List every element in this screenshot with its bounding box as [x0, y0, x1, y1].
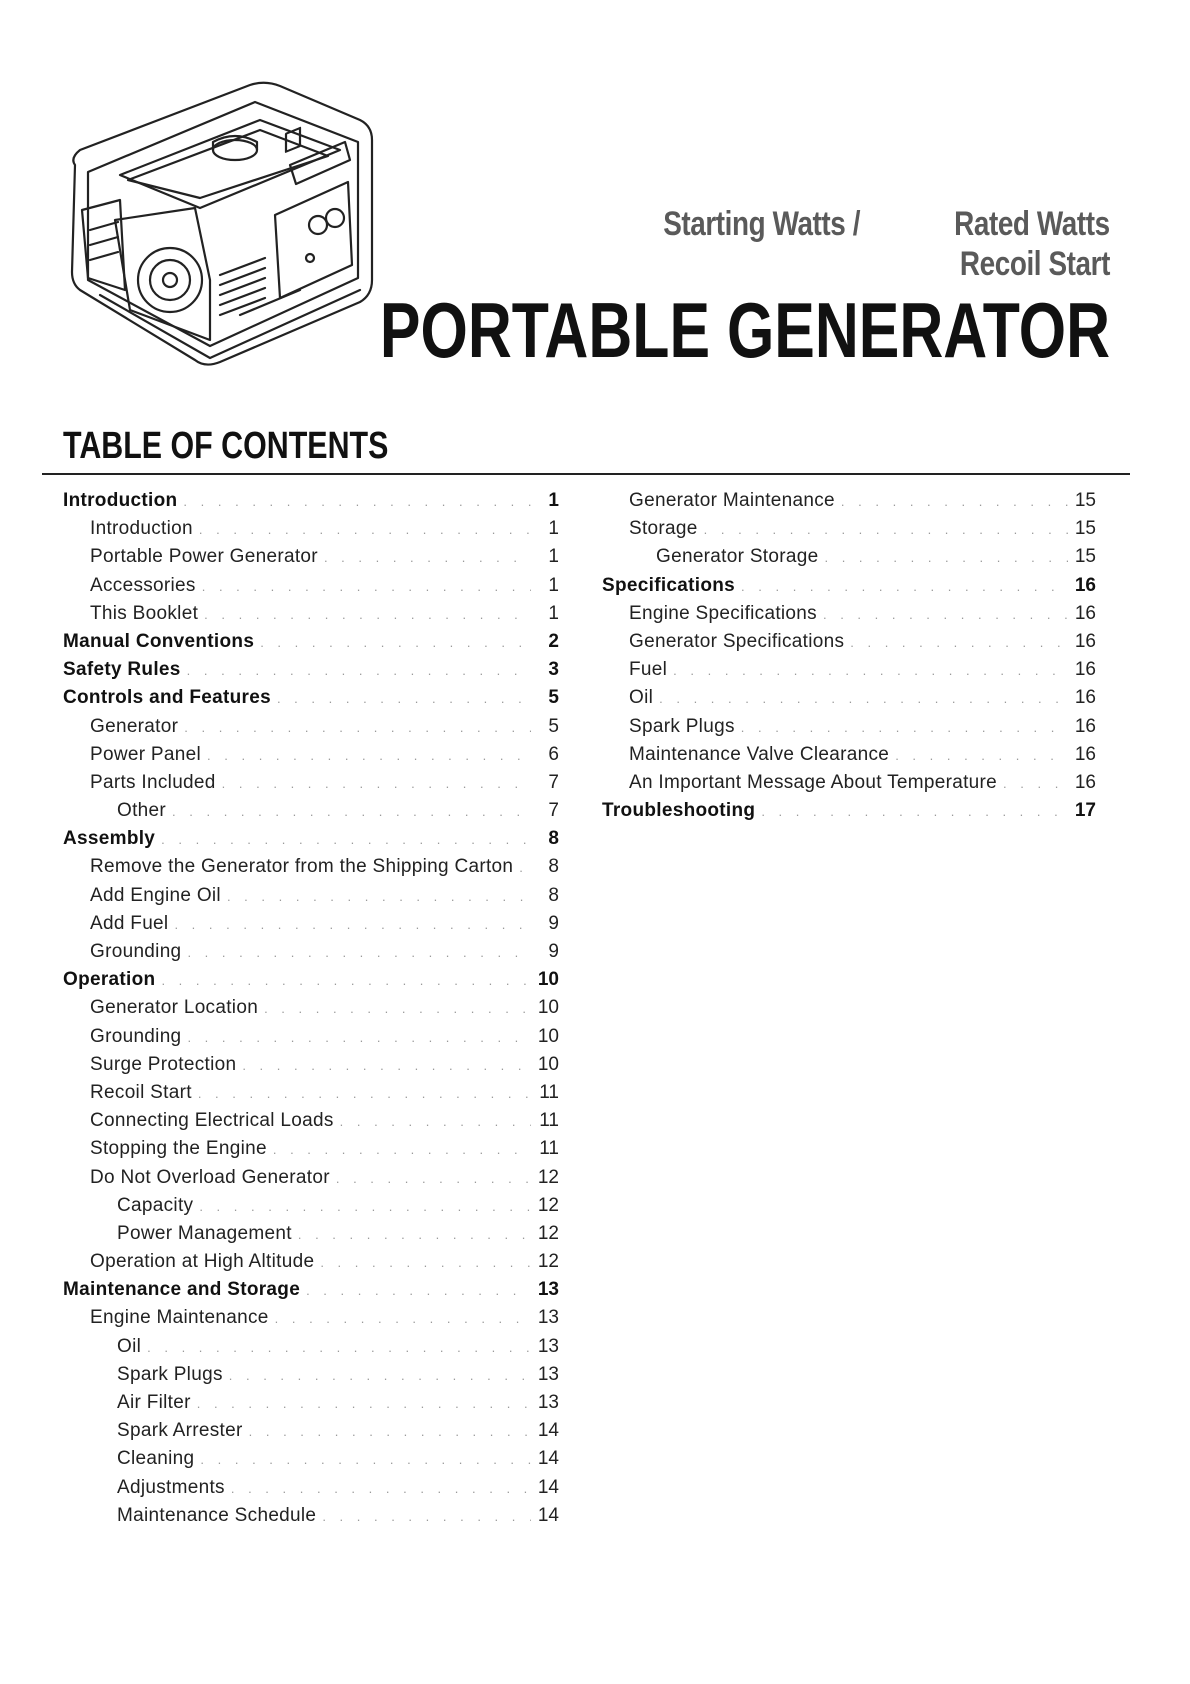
toc-entry-page: 6 [548, 743, 559, 765]
toc-entry-label: Storage [629, 518, 698, 540]
dot-leader [340, 1114, 531, 1129]
toc-column-right [602, 490, 1096, 828]
toc-entry-page: 1 [548, 574, 559, 596]
dot-leader [260, 635, 531, 650]
toc-entry-label: Oil [117, 1335, 142, 1357]
dot-leader [741, 720, 1068, 735]
toc-entry[interactable] [63, 1167, 559, 1195]
toc-entry[interactable] [63, 716, 559, 744]
toc-entry-page: 10 [537, 997, 559, 1019]
toc-entry-label: Accessories [90, 574, 196, 596]
toc-entry-label: Add Fuel [90, 912, 169, 934]
toc-entry-page: 5 [548, 715, 559, 737]
subtitle-rated-watts: Rated Watts [954, 205, 1110, 243]
toc-entry-label: Remove the Generator from the Shipping Carton [90, 856, 514, 878]
dot-leader [275, 1311, 531, 1326]
toc-entry-label: Connecting Electrical Loads [90, 1110, 334, 1132]
toc-entry-label: Operation at High Altitude [90, 1251, 315, 1273]
dot-leader [187, 1030, 531, 1045]
toc-entry[interactable] [63, 1505, 559, 1533]
toc-entry-page: 13 [537, 1335, 559, 1357]
divider [42, 473, 1130, 475]
toc-entry-page: 11 [539, 1138, 559, 1160]
toc-entry-page: 13 [537, 1307, 559, 1329]
dot-leader [277, 691, 531, 706]
toc-entry-page: 8 [548, 828, 559, 850]
toc-entry-label: Recoil Start [90, 1081, 192, 1103]
dot-leader [187, 945, 531, 960]
toc-entry-page: 13 [537, 1392, 559, 1413]
toc-entry[interactable] [63, 1082, 559, 1110]
dot-leader [761, 804, 1068, 819]
dot-leader [227, 889, 531, 904]
toc-entry[interactable] [63, 1223, 559, 1251]
toc-entry[interactable] [63, 885, 559, 913]
dot-leader [249, 1424, 531, 1439]
dot-leader [199, 1199, 531, 1214]
toc-entry[interactable] [63, 969, 559, 997]
toc-entry[interactable] [63, 772, 559, 800]
toc-entry-label: Manual Conventions [63, 630, 255, 652]
dot-leader [306, 1283, 531, 1298]
toc-entry-label: Fuel [629, 659, 668, 681]
toc-entry-page: 7 [548, 800, 559, 822]
toc-entry[interactable] [602, 546, 1096, 574]
toc-entry-page: 11 [539, 1081, 559, 1103]
toc-entry-page: 15 [1074, 518, 1096, 540]
toc-entry-label: Surge Protection [90, 1053, 237, 1075]
dot-leader [147, 1340, 531, 1355]
toc-entry[interactable] [602, 603, 1096, 631]
toc-entry-label: Grounding [90, 941, 182, 962]
dot-leader [336, 1171, 531, 1186]
toc-entry[interactable] [63, 1420, 559, 1448]
dot-leader [824, 550, 1068, 565]
toc-entry-label: Operation [63, 969, 156, 991]
toc-entry-page: 9 [548, 941, 559, 962]
dot-leader [741, 579, 1068, 594]
toc-entry[interactable] [602, 575, 1096, 603]
toc-entry-page: 13 [537, 1363, 559, 1385]
toc-entry-label: Power Management [117, 1222, 292, 1244]
dot-leader [161, 832, 531, 847]
toc-entry-label: Assembly [63, 828, 156, 850]
toc-entry[interactable] [602, 687, 1096, 715]
toc-entry-label: Generator [90, 715, 179, 737]
toc-entry[interactable] [602, 631, 1096, 659]
toc-entry-page: 1 [548, 490, 559, 511]
toc-entry-label: This Booklet [90, 602, 199, 624]
dot-leader [200, 1452, 531, 1467]
toc-entry[interactable] [602, 659, 1096, 687]
toc-entry-page: 10 [537, 1025, 559, 1047]
toc-entry-label: Generator Maintenance [629, 490, 835, 511]
dot-leader [673, 663, 1068, 678]
toc-entry-label: Specifications [602, 574, 736, 596]
dot-leader [229, 1368, 531, 1383]
toc-entry-page: 1 [548, 518, 559, 540]
portable-generator-illustration [60, 80, 420, 400]
toc-entry-label: Oil [629, 687, 654, 709]
toc-entry[interactable] [63, 1026, 559, 1054]
toc-entry-page: 10 [537, 969, 559, 991]
toc-entry-label: Introduction [90, 518, 193, 540]
toc-entry[interactable] [63, 1477, 559, 1505]
dot-leader [850, 635, 1068, 650]
toc-entry[interactable] [602, 800, 1096, 828]
subtitle-recoil-start: Recoil Start [959, 245, 1110, 283]
toc-entry[interactable] [63, 603, 559, 631]
toc-entry[interactable] [602, 716, 1096, 744]
toc-entry-page: 16 [1074, 659, 1096, 681]
toc-entry-label: Maintenance and Storage [63, 1279, 301, 1301]
toc-entry-page: 14 [537, 1420, 559, 1442]
dot-leader [202, 579, 531, 594]
toc-entry-label: Generator Storage [656, 546, 819, 568]
dot-leader [320, 1255, 531, 1270]
toc-entry-page: 5 [548, 687, 559, 709]
toc-entry-page: 15 [1074, 490, 1096, 511]
toc-entry-label: Parts Included [90, 771, 216, 793]
dot-leader [197, 1396, 531, 1411]
page-title: PORTABLE GENERATOR [379, 286, 1110, 374]
subtitle-row [410, 205, 1110, 283]
toc-entry[interactable] [63, 1195, 559, 1223]
toc-entry[interactable] [63, 1336, 559, 1364]
toc-entry-label: Do Not Overload Generator [90, 1166, 330, 1188]
toc-entry-label: Engine Specifications [629, 602, 817, 624]
toc-entry[interactable] [602, 518, 1096, 546]
toc-entry[interactable] [63, 1364, 559, 1392]
toc-entry[interactable] [602, 772, 1096, 800]
dot-leader [161, 973, 531, 988]
toc-entry-label: Power Panel [90, 743, 202, 765]
subtitle-starting-watts: Starting Watts / [663, 205, 860, 243]
toc-entry-page: 12 [537, 1222, 559, 1244]
toc-entry-page: 16 [1074, 602, 1096, 624]
toc-entry-label: Troubleshooting [602, 800, 756, 822]
toc-entry-page: 17 [1074, 800, 1096, 822]
toc-entry-label: Air Filter [117, 1392, 191, 1413]
dot-leader [895, 748, 1068, 763]
toc-entry-page: 16 [1074, 630, 1096, 652]
toc-entry[interactable] [63, 1448, 559, 1476]
dot-leader [823, 607, 1068, 622]
dot-leader [322, 1509, 531, 1524]
toc-entry[interactable] [63, 518, 559, 546]
toc-entry[interactable] [63, 800, 559, 828]
toc-entry-label: Spark Plugs [629, 715, 735, 737]
toc-entry-page: 12 [537, 1194, 559, 1216]
toc-entry-label: Safety Rules [63, 659, 181, 681]
toc-entry-label: Portable Power Generator [90, 546, 318, 568]
toc-entry-page: 14 [537, 1504, 559, 1526]
toc-entry-page: 15 [1074, 546, 1096, 568]
toc-column-left [63, 490, 559, 1533]
toc-entry-label: Other [117, 800, 167, 822]
header [379, 205, 1110, 374]
toc-entry[interactable] [63, 575, 559, 603]
toc-entry-page: 2 [548, 630, 559, 652]
toc-entry[interactable] [63, 687, 559, 715]
toc-heading: TABLE OF CONTENTS [63, 425, 389, 467]
toc-entry-label: Spark Arrester [117, 1420, 243, 1442]
dot-leader [273, 1142, 531, 1157]
toc-entry-label: Generator Specifications [629, 630, 845, 652]
toc-entry-page: 13 [537, 1279, 559, 1301]
toc-entry-page: 9 [548, 912, 559, 934]
toc-entry-page: 16 [1074, 715, 1096, 737]
toc-entry[interactable] [63, 1251, 559, 1279]
toc-entry-label: Controls and Features [63, 687, 271, 709]
dot-leader [172, 804, 531, 819]
dot-leader [519, 860, 531, 875]
dot-leader [324, 550, 531, 565]
dot-leader [242, 1058, 531, 1073]
toc-entry-page: 11 [539, 1110, 559, 1132]
dot-leader [204, 607, 531, 622]
toc-entry-label: Grounding [90, 1025, 182, 1047]
toc-entry-page: 14 [537, 1476, 559, 1498]
toc-entry-label: Spark Plugs [117, 1363, 223, 1385]
dot-leader [231, 1481, 531, 1496]
toc-entry-page: 16 [1074, 687, 1096, 709]
toc-entry[interactable] [63, 631, 559, 659]
toc-entry[interactable] [63, 828, 559, 856]
dot-leader [264, 1001, 531, 1016]
dot-leader [841, 494, 1068, 509]
toc-entry-label: Adjustments [117, 1476, 225, 1498]
toc-entry[interactable] [63, 856, 559, 884]
toc-entry-page: 3 [548, 659, 559, 681]
toc-entry-label: Maintenance Schedule [117, 1504, 317, 1526]
dot-leader [174, 917, 531, 932]
toc-entry-page: 8 [548, 884, 559, 906]
toc-entry-label: Maintenance Valve Clearance [629, 743, 890, 765]
toc-entry-label: Generator Location [90, 997, 259, 1019]
dot-leader [659, 691, 1068, 706]
dot-leader [207, 748, 531, 763]
dot-leader [704, 522, 1068, 537]
toc-entry[interactable] [63, 1110, 559, 1138]
dot-leader [1003, 776, 1068, 791]
dot-leader [183, 494, 531, 509]
dot-leader [222, 776, 531, 791]
toc-entry[interactable] [63, 1307, 559, 1335]
toc-entry[interactable] [63, 941, 559, 969]
toc-entry[interactable] [602, 744, 1096, 772]
dot-leader [298, 1227, 531, 1242]
toc-entry-page: 12 [537, 1166, 559, 1188]
toc-entry[interactable] [63, 1279, 559, 1307]
toc-entry-page: 16 [1074, 743, 1096, 765]
dot-leader [198, 1086, 531, 1101]
toc-entry-page: 14 [537, 1448, 559, 1470]
toc-entry[interactable] [63, 659, 559, 687]
toc-entry-page: 12 [537, 1251, 559, 1273]
toc-entry-page: 7 [548, 771, 559, 793]
toc-entry-page: 16 [1074, 771, 1096, 793]
dot-leader [199, 522, 531, 537]
toc-entry[interactable] [63, 1054, 559, 1082]
dot-leader [187, 663, 531, 678]
dot-leader [184, 720, 531, 735]
toc-entry-label: Capacity [117, 1194, 194, 1216]
toc-entry[interactable] [63, 913, 559, 941]
toc-entry-label: Cleaning [117, 1448, 195, 1470]
toc-entry[interactable] [63, 1392, 559, 1420]
toc-entry-page: 1 [548, 546, 559, 568]
toc-entry-page: 10 [537, 1053, 559, 1075]
toc-entry-page: 8 [548, 856, 559, 878]
toc-entry-label: Add Engine Oil [90, 884, 221, 906]
toc-entry-page: 1 [548, 602, 559, 624]
toc-entry[interactable] [63, 997, 559, 1025]
toc-entry[interactable] [63, 490, 559, 518]
toc-entry[interactable] [602, 490, 1096, 518]
toc-entry-page: 16 [1074, 574, 1096, 596]
toc-entry-label: Engine Maintenance [90, 1307, 269, 1329]
toc-entry-label: Introduction [63, 490, 178, 511]
toc-entry-label: Stopping the Engine [90, 1138, 267, 1160]
toc-entry[interactable] [63, 744, 559, 772]
toc-entry[interactable] [63, 546, 559, 574]
toc-entry[interactable] [63, 1138, 559, 1166]
toc-entry-label: An Important Message About Temperature [629, 771, 998, 793]
